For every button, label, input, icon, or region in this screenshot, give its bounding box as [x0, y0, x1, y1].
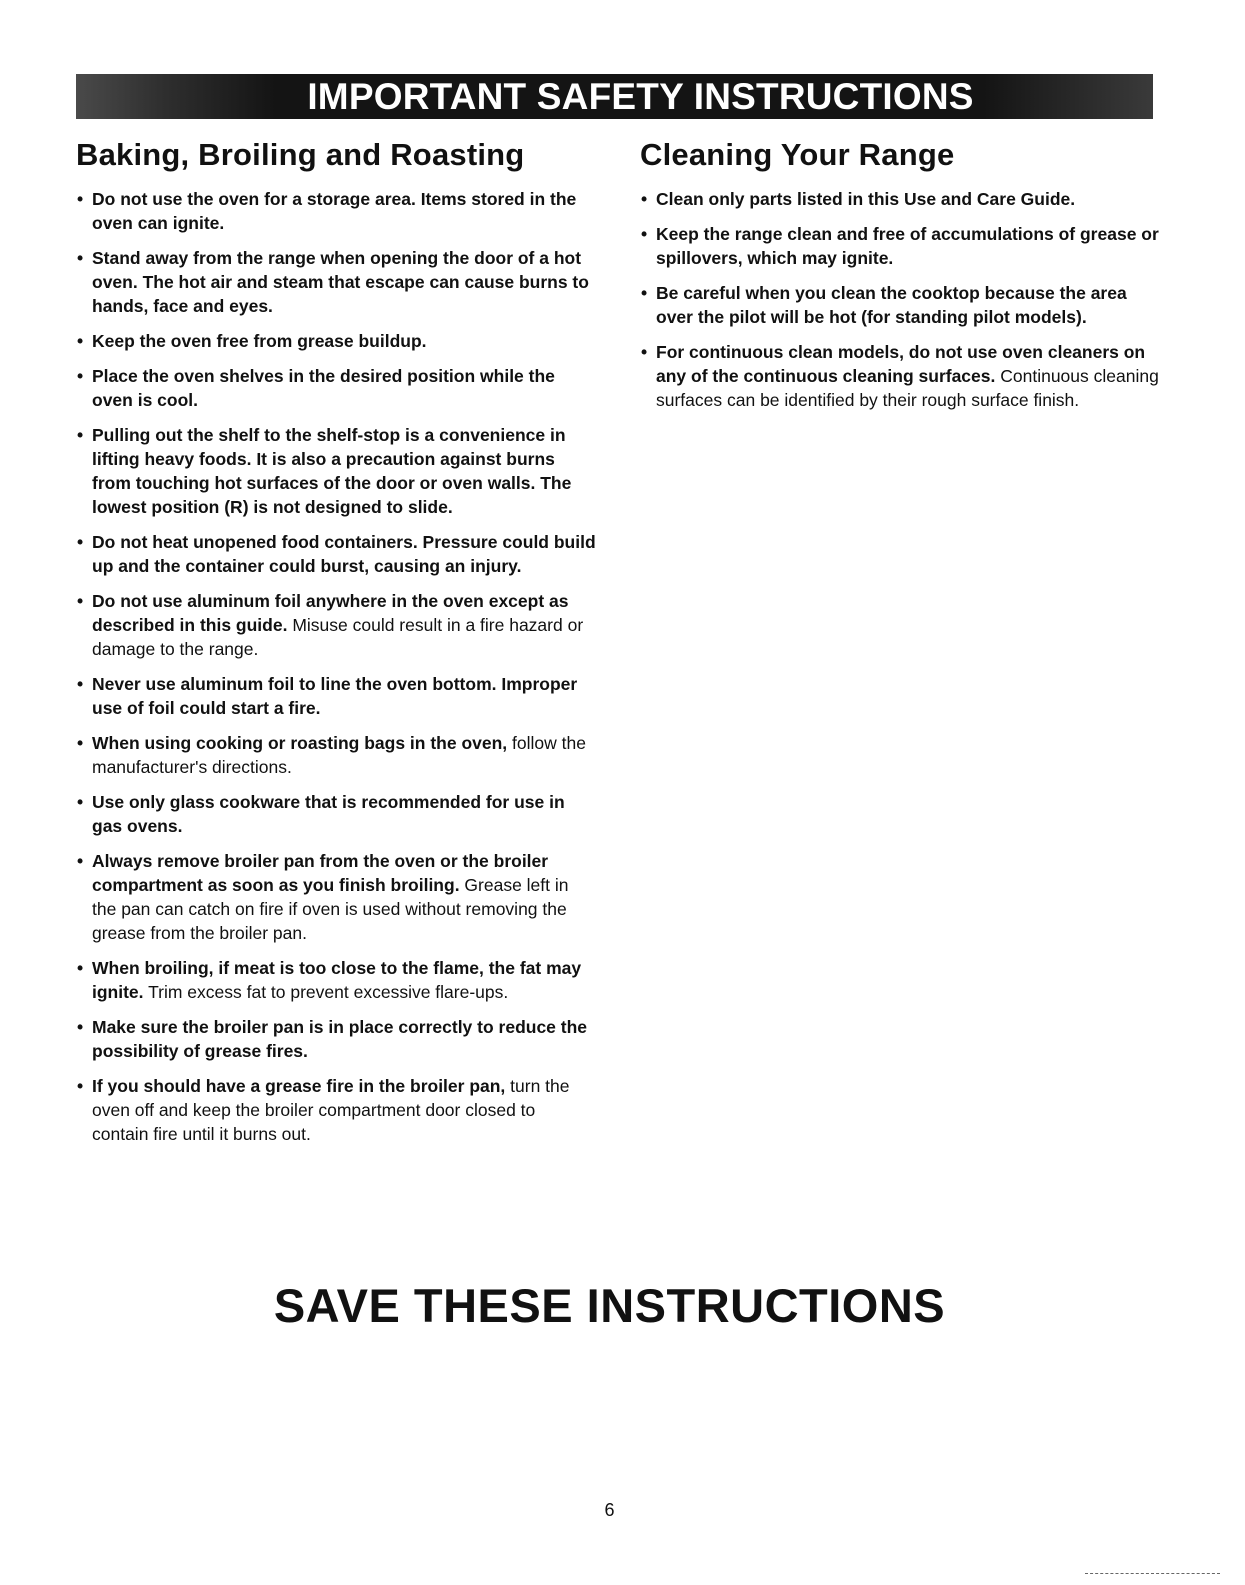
bullet-icon: •: [77, 189, 84, 209]
list-item: [76, 329, 596, 353]
list-item: [76, 423, 596, 519]
list-item: [640, 340, 1160, 412]
item-lead-text: Pulling out the shelf to the shelf-stop is a convenience in lifting heavy foods. It is also a precaution against burns from touching hot surfaces of the door or oven walls. The lowest position (R) is not designed to slide.: [92, 425, 572, 517]
save-instructions-heading: SAVE THESE INSTRUCTIONS: [273, 1279, 946, 1332]
bullet-icon: •: [77, 792, 84, 812]
list-item: [640, 222, 1160, 270]
item-lead-text: Keep the range clean and free of accumulations of grease or spillovers, which may ignite.: [656, 224, 1159, 268]
list-item: [640, 187, 1160, 211]
item-lead-text: Place the oven shelves in the desired position while the oven is cool.: [92, 366, 555, 410]
baking-section: [76, 135, 596, 1157]
item-detail-text: Trim excess fat to prevent excessive flare-ups.: [143, 982, 509, 1002]
bullet-icon: •: [77, 958, 84, 978]
bullet-icon: •: [77, 331, 84, 351]
item-lead-text: Keep the oven free from grease buildup.: [92, 331, 427, 351]
list-item: [76, 672, 596, 720]
item-lead-text: Clean only parts listed in this Use and Care Guide.: [656, 189, 1076, 209]
bullet-icon: •: [77, 851, 84, 871]
baking-list: [76, 187, 596, 1146]
item-detail-text: Continuous cleaning surfaces can be identified by their rough surface finish.: [656, 366, 1159, 410]
item-detail-text: Misuse could result in a fire hazard or damage to the range.: [92, 615, 584, 659]
item-lead-text: Never use aluminum foil to line the oven bottom. Improper use of foil could start a fire.: [92, 674, 578, 718]
baking-heading: Baking, Broiling and Roasting: [76, 137, 525, 172]
item-lead-text: Do not use the oven for a storage area. Items stored in the oven can ignite.: [92, 189, 577, 233]
list-item: [76, 530, 596, 578]
bullet-icon: •: [77, 366, 84, 386]
item-lead-text: Be careful when you clean the cooktop because the area over the pilot will be hot (for standing pilot models).: [656, 283, 1127, 327]
list-item: [76, 790, 596, 838]
item-lead-text: Make sure the broiler pan is in place correctly to reduce the possibility of grease fires.: [92, 1017, 588, 1061]
bullet-icon: •: [641, 189, 648, 209]
item-detail-text: follow the manufacturer's directions.: [92, 733, 586, 777]
list-item: [76, 187, 596, 235]
cleaning-heading: Cleaning Your Range: [640, 137, 955, 172]
list-item: [76, 1015, 596, 1063]
list-item: [76, 1074, 596, 1146]
list-item: [76, 364, 596, 412]
list-item: [640, 281, 1160, 329]
list-item: [76, 849, 596, 945]
banner-title: IMPORTANT SAFETY INSTRUCTIONS: [307, 76, 974, 117]
item-lead-text: Stand away from the range when opening the door of a hot oven. The hot air and steam that escape can cause burns to hands, face and eyes.: [92, 248, 589, 316]
item-lead-text: Use only glass cookware that is recommended for use in gas ovens.: [92, 792, 565, 836]
bullet-icon: •: [77, 248, 84, 268]
item-lead-text: Do not use aluminum foil anywhere in the oven except as described in this guide.: [92, 591, 569, 635]
item-lead-text: When using cooking or roasting bags in the oven,: [92, 733, 508, 753]
item-lead-text: For continuous clean models, do not use oven cleaners on any of the continuous cleaning surfaces.: [656, 342, 1146, 386]
bullet-icon: •: [77, 1076, 84, 1096]
bullet-icon: •: [77, 674, 84, 694]
item-detail-text: turn the oven off and keep the broiler compartment door closed to contain fire until it burns out.: [92, 1076, 570, 1144]
bullet-icon: •: [77, 532, 84, 552]
page-number: 6: [604, 1500, 615, 1520]
item-lead-text: Do not heat unopened food containers. Pressure could build up and the container could burst, causing an injury.: [92, 532, 596, 576]
safety-banner: [76, 74, 1153, 119]
cleaning-section: [640, 135, 1160, 423]
bullet-icon: •: [77, 425, 84, 445]
bullet-icon: •: [77, 591, 84, 611]
list-item: [76, 956, 596, 1004]
bullet-icon: •: [641, 224, 648, 244]
list-item: [76, 589, 596, 661]
bottom-rule: [1085, 1573, 1220, 1574]
item-lead-text: Always remove broiler pan from the oven or the broiler compartment as soon as you finish broiling.: [92, 851, 549, 895]
item-lead-text: If you should have a grease fire in the broiler pan,: [92, 1076, 506, 1096]
cleaning-list: [640, 187, 1160, 412]
bullet-icon: •: [77, 1017, 84, 1037]
list-item: [76, 731, 596, 779]
bullet-icon: •: [641, 342, 648, 362]
item-lead-text: When broiling, if meat is too close to the flame, the fat may ignite.: [92, 958, 582, 1002]
bullet-icon: •: [77, 733, 84, 753]
bullet-icon: •: [641, 283, 648, 303]
list-item: [76, 246, 596, 318]
item-detail-text: Grease left in the pan can catch on fire if oven is used without removing the grease from the broiler pan.: [92, 875, 569, 943]
